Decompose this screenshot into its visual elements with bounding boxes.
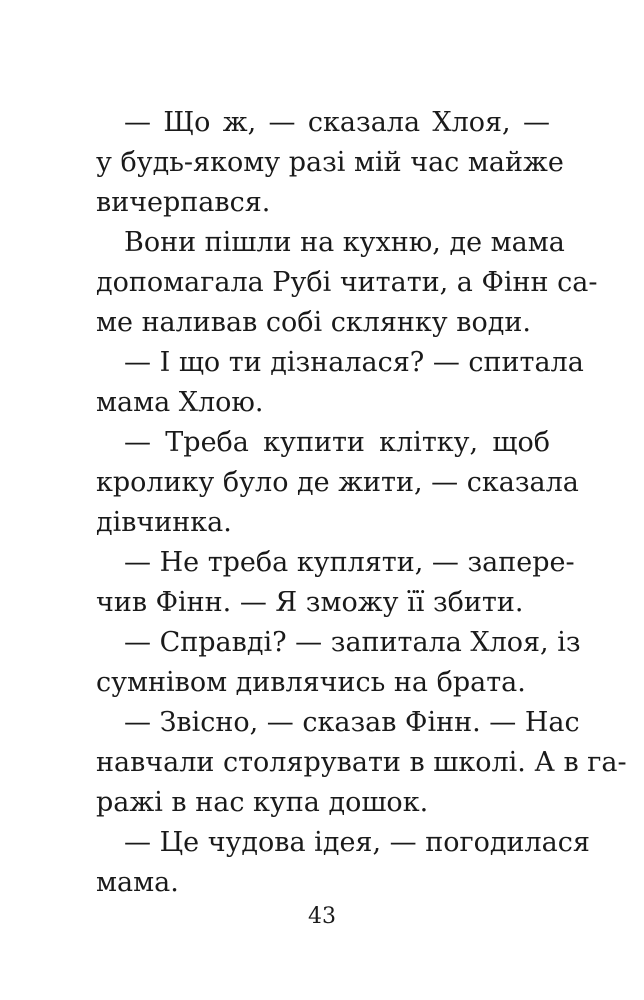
text-line: мама Хлою. bbox=[96, 387, 264, 418]
text-line: — Що ж, — сказала Хлоя, — bbox=[124, 107, 550, 138]
body-text bbox=[96, 103, 627, 903]
text-line: — Звісно, — сказав Фінн. — Нас bbox=[124, 707, 580, 738]
text-line: — Не треба купляти, — запере- bbox=[124, 547, 575, 578]
text-line: мама. bbox=[96, 867, 179, 898]
text-line: Вони пішли на кухню, де мама bbox=[124, 227, 565, 258]
text-line: сумнівом дивлячись на брата. bbox=[96, 667, 526, 698]
text-line: вичерпався. bbox=[96, 187, 271, 218]
text-line: кролику було де жити, — сказала bbox=[96, 467, 579, 498]
text-line: дівчинка. bbox=[96, 507, 232, 538]
text-line: навчали столярувати в школі. А в га- bbox=[96, 747, 627, 778]
text-line: у будь-якому разі мій час майже bbox=[96, 147, 564, 178]
text-line: ражі в нас купа дошок. bbox=[96, 787, 429, 818]
text-line: — Справді? — запитала Хлоя, із bbox=[124, 627, 581, 658]
page-number: 43 bbox=[308, 904, 336, 929]
text-line: — Це чудова ідея, — погодилася bbox=[124, 827, 590, 858]
text-line: — Треба купити клітку, щоб bbox=[124, 427, 550, 458]
text-line: чив Фінн. — Я зможу її збити. bbox=[96, 587, 524, 618]
text-line: ме наливав собі склянку води. bbox=[96, 307, 531, 338]
text-line: — І що ти дізналася? — спитала bbox=[124, 347, 584, 378]
text-line: допомагала Рубі читати, а Фінн са- bbox=[96, 267, 598, 298]
